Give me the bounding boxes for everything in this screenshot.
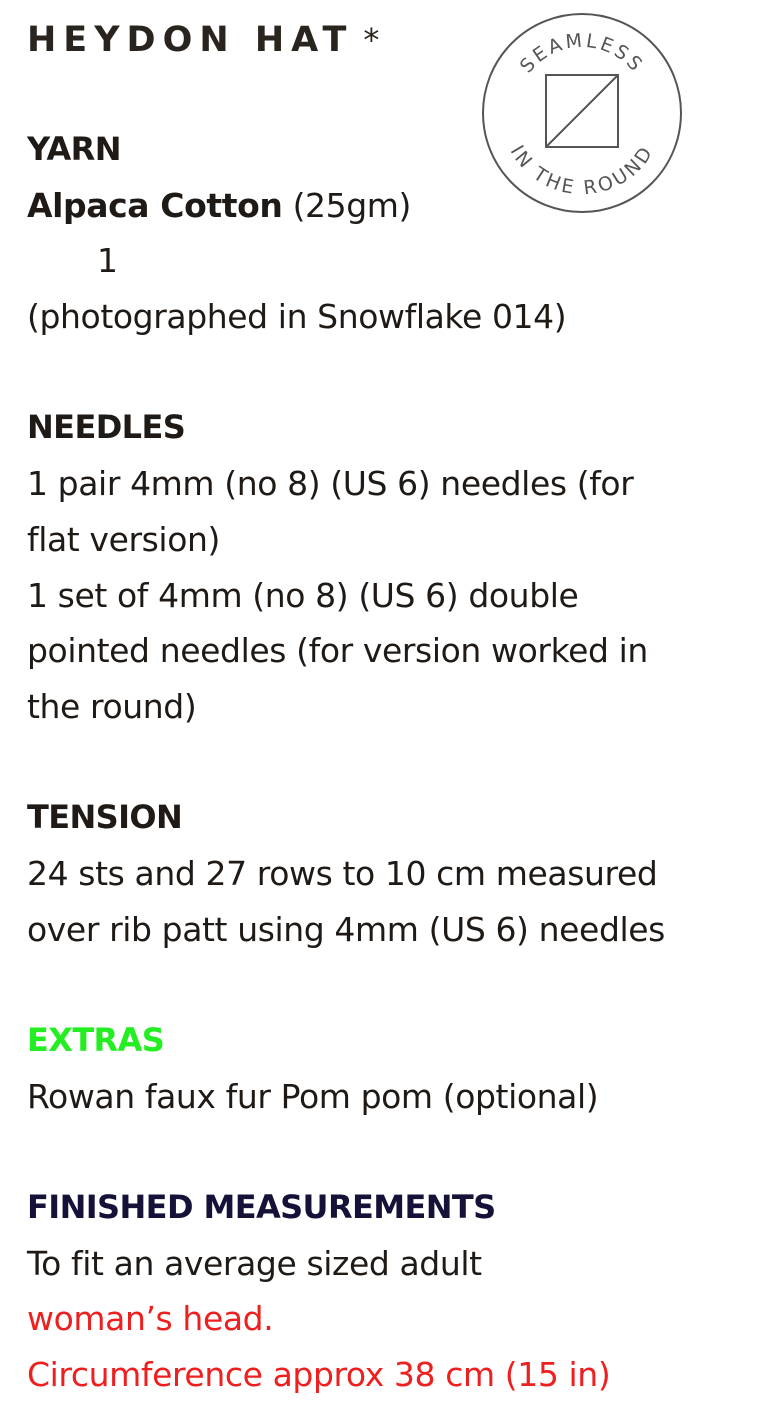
pattern-title <box>27 18 379 62</box>
extras-line: Rowan faux fur Pom pom (optional) <box>27 1076 599 1116</box>
spacer <box>27 957 727 1013</box>
badge-top-text: SEAMLESS <box>515 29 649 78</box>
pattern-details <box>27 122 727 1403</box>
needles-line: flat version) <box>27 519 220 559</box>
yarn-heading: YARN <box>27 130 121 168</box>
finished-measurements-heading: FINISHED MEASUREMENTS <box>27 1188 496 1227</box>
finished-line: woman’s head. <box>27 1299 274 1339</box>
finished-line: Circumference approx 38 cm (15 in) <box>27 1355 611 1395</box>
tension-heading: TENSION <box>27 798 183 837</box>
needles-line: 1 set of 4mm (no 8) (US 6) double <box>27 575 579 615</box>
pattern-title-text: HEYDON HAT <box>27 20 354 60</box>
badge-bottom-text: IN THE ROUND <box>505 141 659 200</box>
finished-line: To fit an average sized adult <box>27 1243 482 1283</box>
needles-line: the round) <box>27 686 197 726</box>
spacer <box>27 1124 727 1180</box>
needles-heading: NEEDLES <box>27 408 186 447</box>
spacer <box>27 735 727 791</box>
needles-line: 1 pair 4mm (no 8) (US 6) needles (for <box>27 464 634 504</box>
yarn-weight: (25gm) <box>292 185 411 225</box>
tension-line: 24 sts and 27 rows to 10 cm measured <box>27 853 658 893</box>
title-asterisk: * <box>363 21 380 59</box>
yarn-quantity: 1 <box>97 241 118 281</box>
needles-line: pointed needles (for version worked in <box>27 631 648 671</box>
extras-heading: EXTRAS <box>27 1021 165 1059</box>
yarn-name-line <box>27 178 727 234</box>
yarn-name: Alpaca Cotton <box>27 185 283 225</box>
tension-line: over rib patt using 4mm (US 6) needles <box>27 909 665 949</box>
yarn-note: (photographed in Snowflake 014) <box>27 297 567 337</box>
spacer <box>27 345 727 401</box>
